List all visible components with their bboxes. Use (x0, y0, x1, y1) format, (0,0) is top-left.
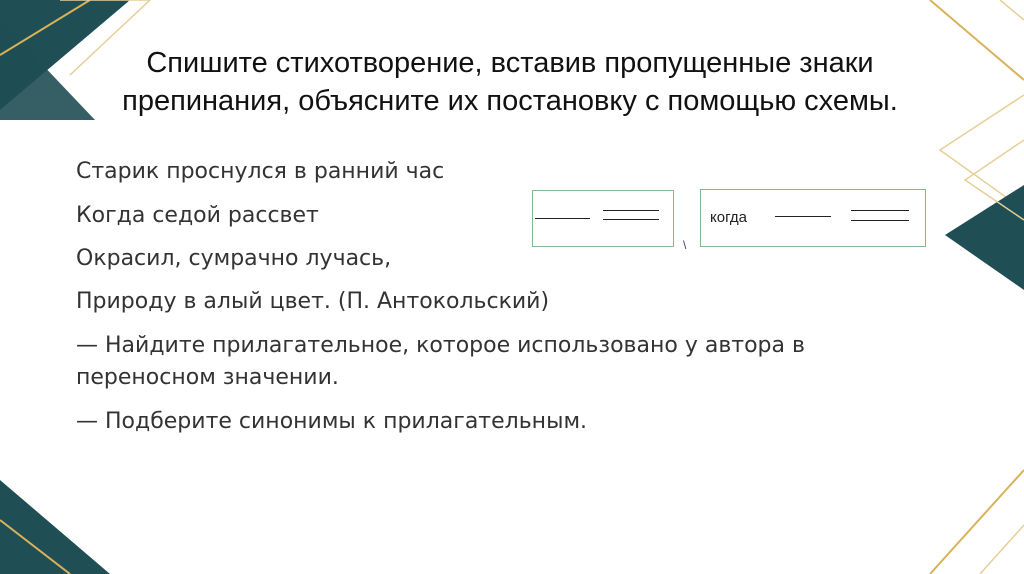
slide-title (90, 44, 930, 120)
deco-gold-line-topright-3 (1000, 0, 1024, 20)
task-2: — Подберите синонимы к прилагательным. (76, 409, 588, 434)
deco-gold-line-bottomright-2 (980, 525, 1024, 574)
title-line-1: Спишите стихотворение, вставив пропущенные знаки (146, 47, 874, 79)
deco-gold-line-topright-2 (940, 95, 1024, 210)
schema-subject-line-2 (775, 216, 831, 217)
deco-gold-line-bottomright (930, 470, 1024, 574)
schema-subject-line (535, 218, 590, 219)
schema-box-subordinate-clause (700, 189, 926, 247)
schema-predicate-line-top (603, 210, 659, 211)
title-line-2: препинания, объясните их постановку с помощью схемы. (122, 85, 898, 117)
poem-line-1: Старик проснулся в ранний час (76, 159, 445, 184)
poem-line-3: Окрасил, сумрачно лучась, (76, 246, 392, 271)
schema-predicate-line-bottom-2 (851, 220, 909, 221)
schema-separator-mark: \ (683, 238, 687, 252)
deco-teal-right (945, 185, 1024, 290)
task-1-line-1: — Найдите прилагательное, которое использовано у автора в (76, 333, 805, 358)
schema-predicate-line-bottom (603, 219, 659, 220)
schema-conjunction-word: когда (710, 209, 747, 226)
poem-line-2: Когда седой рассвет (76, 203, 319, 228)
schema-predicate-line-top-2 (851, 210, 909, 211)
deco-gold-line-topright (930, 0, 1024, 80)
schema-box-main-clause (532, 190, 674, 247)
poem-line-4: Природу в алый цвет. (П. Антокольский) (76, 289, 550, 314)
task-1-line-2: переносном значении. (76, 365, 339, 390)
deco-teal-bottomleft (0, 480, 110, 574)
